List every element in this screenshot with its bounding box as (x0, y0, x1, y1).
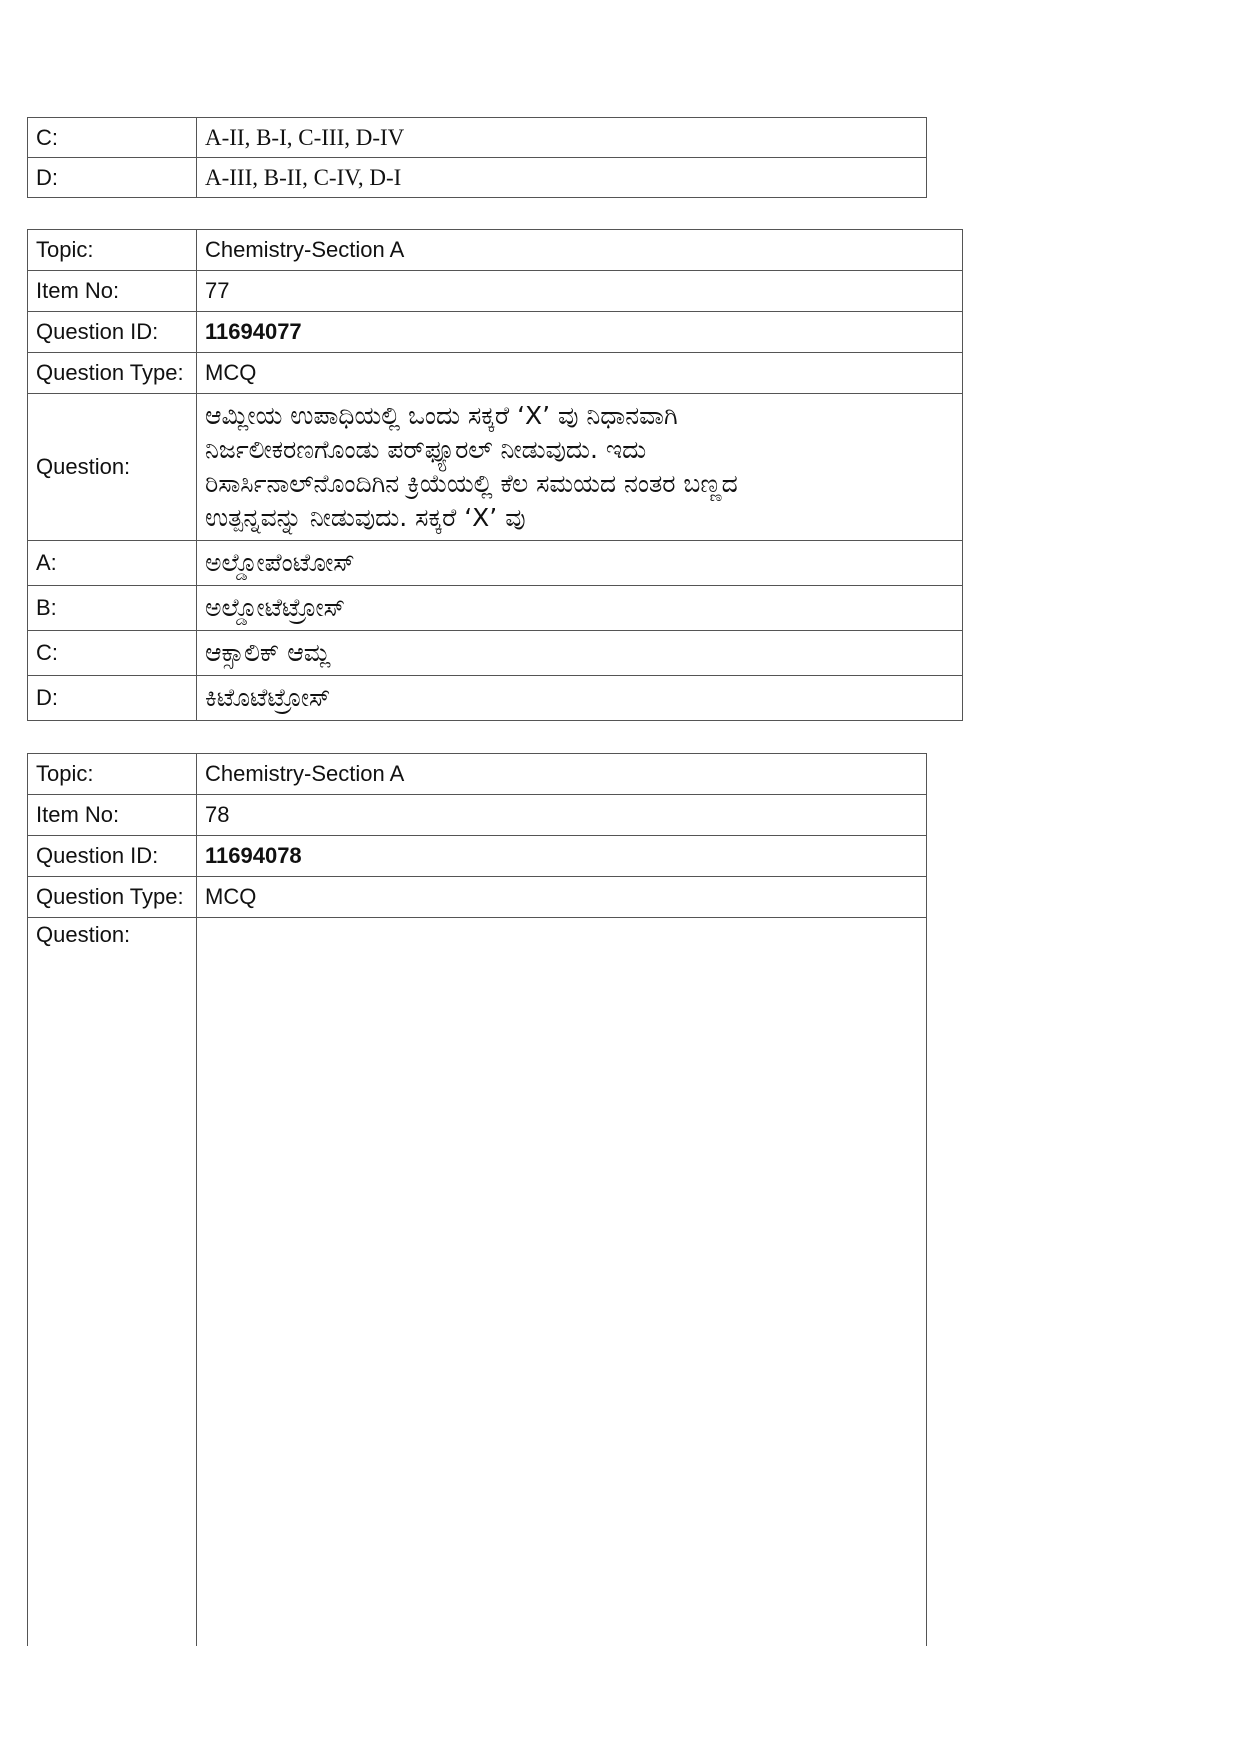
question-text (197, 394, 963, 541)
option-label: D: (28, 676, 197, 721)
option-value: A-III, B-II, C-IV, D-I (197, 158, 927, 198)
question-type-value: MCQ (197, 353, 963, 394)
previous-question-options-table (27, 117, 927, 198)
question-row (28, 918, 927, 1647)
topic-value: Chemistry-Section A (197, 754, 927, 795)
item-no-row (28, 271, 963, 312)
option-value: ಅಲ್ಡೋಟೆಟ್ರೋಸ್ (197, 586, 963, 631)
question-line: ಆಮ್ಲೀಯ ಉಪಾಧಿಯಲ್ಲಿ ಒಂದು ಸಕ್ಕರೆ ‘X’ ವು ನಿಧಾನವಾಗಿ (205, 401, 678, 430)
question-type-row (28, 353, 963, 394)
question-line: ಉತ್ಪನ್ನವನ್ನು ನೀಡುವುದು. ಸಕ್ಕರೆ ‘X’ ವು (205, 503, 526, 532)
question-row (28, 394, 963, 541)
question-id-row (28, 312, 963, 353)
option-label: C: (28, 631, 197, 676)
option-value: ಆಕ್ಸಾಲಿಕ್ ಆಮ್ಲ (197, 631, 963, 676)
question-type-row (28, 877, 927, 918)
option-row (28, 676, 963, 721)
item-no-value: 78 (197, 795, 927, 836)
option-label: B: (28, 586, 197, 631)
question-line: ನಿರ್ಜಲೀಕರಣಗೊಂಡು ಪರ್‌ಫ್ಯೂರಲ್ ನೀಡುವುದು. ಇದು (205, 435, 647, 464)
option-row (28, 586, 963, 631)
question-label: Question: (28, 394, 197, 541)
option-label: A: (28, 541, 197, 586)
option-value: ಕಿಟೊಟೆಟ್ರೋಸ್ (197, 676, 963, 721)
option-row (28, 541, 963, 586)
question-type-value: MCQ (197, 877, 927, 918)
option-row (28, 631, 963, 676)
question-type-label: Question Type: (28, 877, 197, 918)
question-id-row (28, 836, 927, 877)
option-label: D: (28, 158, 197, 198)
question-line: ರಿಸಾರ್ಸಿನಾಲ್‌ನೊಂದಿಗಿನ ಕ್ರಿಯೆಯಲ್ಲಿ ಕೆಲ ಸಮಯದ ನಂತರ ಬಣ್ಣದ (205, 469, 738, 498)
option-value: A-II, B-I, C-III, D-IV (197, 118, 927, 158)
question-type-label: Question Type: (28, 353, 197, 394)
question-id-label: Question ID: (28, 836, 197, 877)
topic-row (28, 754, 927, 795)
option-row (28, 158, 927, 198)
item-no-value: 77 (197, 271, 963, 312)
question-id-value: 11694078 (197, 836, 927, 877)
topic-label: Topic: (28, 230, 197, 271)
option-row (28, 118, 927, 158)
item-no-row (28, 795, 927, 836)
option-value: ಅಲ್ಡೋಪೆಂಟೋಸ್ (197, 541, 963, 586)
option-label: C: (28, 118, 197, 158)
question-text (197, 918, 927, 1647)
item-no-label: Item No: (28, 795, 197, 836)
item-no-label: Item No: (28, 271, 197, 312)
question-label: Question: (28, 918, 197, 1647)
question-id-label: Question ID: (28, 312, 197, 353)
topic-row (28, 230, 963, 271)
question-id-value: 11694077 (197, 312, 963, 353)
question-78-table (27, 753, 927, 1646)
topic-label: Topic: (28, 754, 197, 795)
topic-value: Chemistry-Section A (197, 230, 963, 271)
question-77-table (27, 229, 963, 721)
